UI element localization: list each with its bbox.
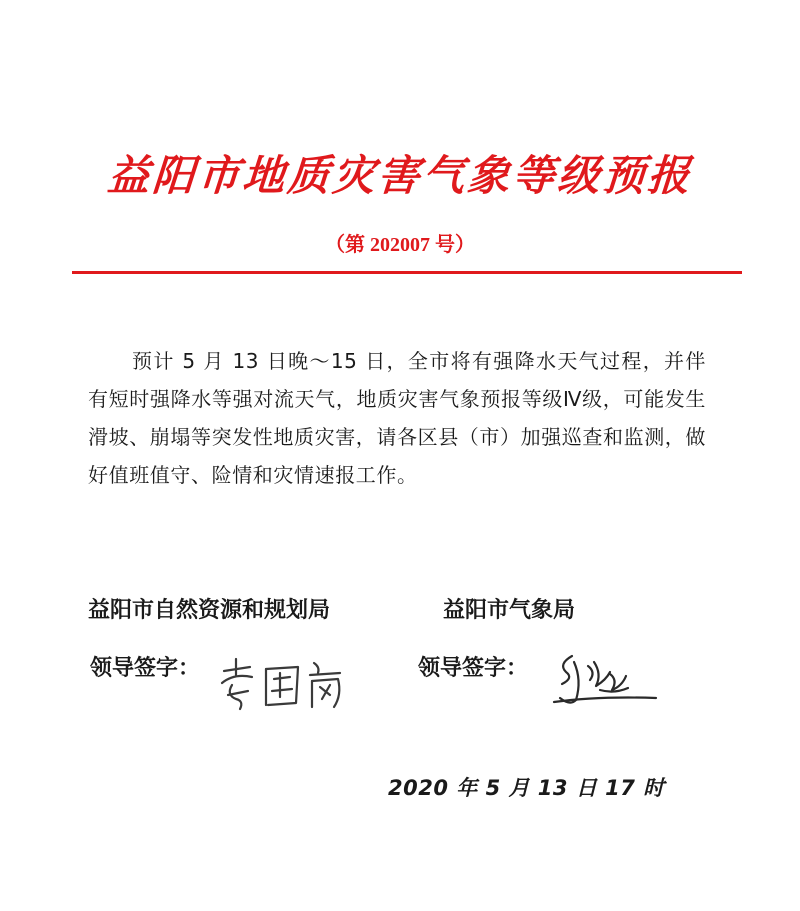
red-divider-line: [72, 271, 742, 274]
document-number: （第 202007 号）: [325, 234, 475, 256]
forecast-body-text: 预计 5 月 13 日晚～15 日，全市将有强降水天气过程，并伴有短时强降水等强对流天气，地质灾害气象预报等级Ⅳ级，可能发生滑坡、崩塌等突发性地质灾害，请各区县（市）加强巡查和监测，做好值班值守、险情和灾情速报工作。: [88, 349, 706, 487]
handwritten-signature-right: [548, 650, 660, 708]
org-meteorological-bureau: 益阳市气象局: [443, 598, 576, 623]
document-title: 益阳市地质灾害气象等级预报: [105, 151, 695, 200]
org-natural-resources-bureau: 益阳市自然资源和规划局: [88, 598, 331, 623]
issue-datetime: 2020 年 5 月 13 日 17 时: [388, 776, 665, 800]
leader-signature-label-right: 领导签字：: [418, 656, 529, 681]
leader-signature-label-left: 领导签字：: [90, 656, 201, 681]
handwritten-signature-left: [214, 655, 354, 715]
